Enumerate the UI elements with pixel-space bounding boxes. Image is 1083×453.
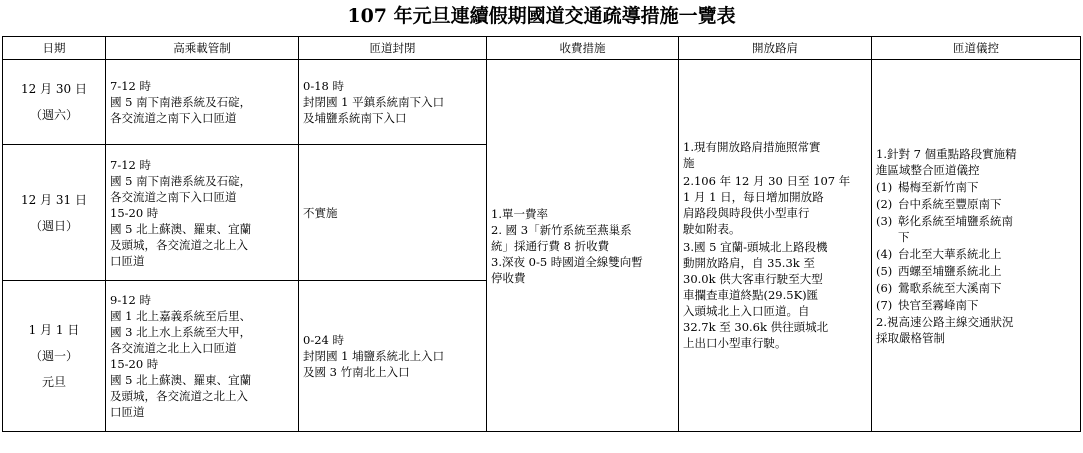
item-text: 西螺至埔鹽系統北上 <box>898 263 1002 278</box>
header-ramp-closure: 匝道封閉 <box>299 37 487 60</box>
hov-cell: 7-12 時 國 5 南下南港系統及石碇， 各交流道之南下入口匝道 15-20 時 國 5 北上蘇澳、羅東、宜蘭 及頭城，各交流道之北上入 口匝道 <box>106 145 299 281</box>
item-number: (4) <box>876 246 893 261</box>
item-text: 楊梅至新竹南下 <box>898 179 979 194</box>
item-number: (2) <box>876 196 893 211</box>
page-title: 107 年元旦連續假期國道交通疏導措施一覽表 <box>347 5 736 27</box>
toll-item: 3.深夜 0-5 時國道全線雙向暫 停收費 <box>491 254 643 285</box>
ramp-control-item <box>876 179 1076 195</box>
date-cell: 1 月 1 日 （週一） 元旦 <box>3 281 106 432</box>
ramp-control-cell <box>872 60 1081 432</box>
item-text: 台中系統至豐原南下 <box>898 196 1002 211</box>
item-text: 台北至大華系統北上 <box>898 246 1002 261</box>
ramp-closure-cell: 不實施 <box>299 145 487 281</box>
date-cell: 12 月 31 日 （週日） <box>3 145 106 281</box>
ramp-control-item <box>876 246 1076 262</box>
item-number: (6) <box>876 280 893 295</box>
ramp-control-intro: 1.針對 7 個重點路段實施精 進區域整合匝道儀控 <box>876 146 1017 177</box>
date-cell: 12 月 30 日 （週六） <box>3 60 106 145</box>
item-text: 鶯歌系統至大溪南下 <box>898 280 1002 295</box>
table-row <box>3 60 1081 145</box>
ramp-closure-cell: 0-18 時 封閉國 1 平鎮系統南下入口 及埔鹽系統南下入口 <box>299 60 487 145</box>
item-text: 彰化系統至埔鹽系統南 下 <box>898 213 1013 244</box>
shoulder-item: 1.現有開放路肩措施照常實 施 <box>683 139 821 170</box>
ramp-control-closing: 2.視高速公路主線交通狀況 採取嚴格管制 <box>876 314 1014 345</box>
item-number: (7) <box>876 297 893 312</box>
header-date: 日期 <box>3 37 106 60</box>
toll-item: 1.單一費率 <box>491 206 548 221</box>
table-header-row <box>3 37 1081 60</box>
header-shoulder-open: 開放路肩 <box>679 37 872 60</box>
item-number: (5) <box>876 263 893 278</box>
item-number: (1) <box>876 179 893 194</box>
toll-measures-cell <box>487 60 679 432</box>
shoulder-item: 2.106 年 12 月 30 日至 107 年 1 月 1 日，每日增加開放路 肩路段與時段供小型車行 駛如附表。 <box>683 173 851 236</box>
ramp-control-item <box>876 297 1076 313</box>
shoulder-item: 3.國 5 宜蘭-頭城北上路段機 動開放路肩，自 35.3k 至 30.0k 供大客車行駛至大型 車攔查車道終點(29.5K)匯 入頭城北上入口匝道。自 32.7k 至 30.6k 供往頭城北 上出口小型車行駛。 <box>683 239 829 350</box>
toll-item: 2. 國 3「新竹系統至燕巢系 統」採通行費 8 折收費 <box>491 222 632 253</box>
ramp-control-item <box>876 263 1076 279</box>
measures-table <box>2 36 1081 432</box>
shoulder-open-cell <box>679 60 872 432</box>
hov-cell: 9-12 時 國 1 北上嘉義系統至后里、 國 3 北上水上系統至大甲， 各交流道之北上入口匝道 15-20 時 國 5 北上蘇澳、羅東、宜蘭 及頭城，各交流道之北上入 口匝道 <box>106 281 299 432</box>
item-number: (3) <box>876 213 893 228</box>
ramp-closure-cell: 0-24 時 封閉國 1 埔鹽系統北上入口 及國 3 竹南北上入口 <box>299 281 487 432</box>
item-text: 快官至霧峰南下 <box>898 297 979 312</box>
header-ramp-control: 匝道儀控 <box>872 37 1081 60</box>
hov-cell: 7-12 時 國 5 南下南港系統及石碇， 各交流道之南下入口匝道 <box>106 60 299 145</box>
header-hov-control: 高乘載管制 <box>106 37 299 60</box>
ramp-control-item <box>876 213 1076 245</box>
header-toll-measures: 收費措施 <box>487 37 679 60</box>
ramp-control-item <box>876 280 1076 296</box>
ramp-control-item <box>876 196 1076 212</box>
